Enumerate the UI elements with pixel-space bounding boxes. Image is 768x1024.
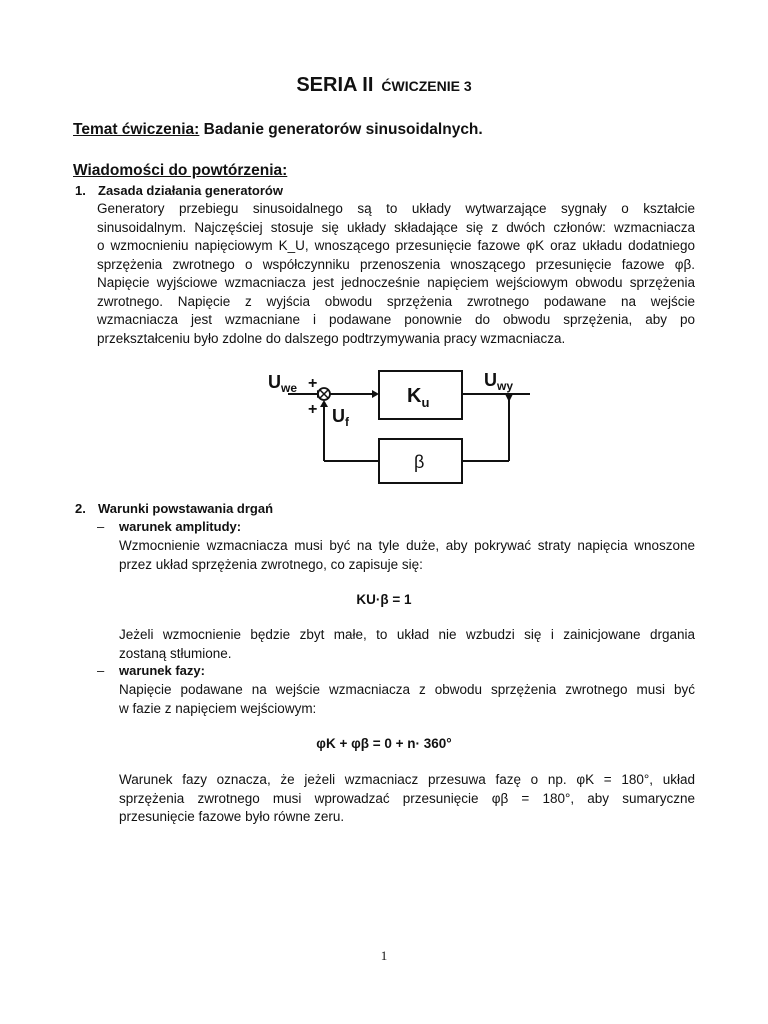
amp-input-arrow: [372, 390, 379, 398]
u-f-label: $U_f$: [332, 406, 349, 429]
body-line: Napięcie podawane na wejście wzmacniacza z obwodu sprzężenia zwrotnego musi być: [119, 682, 695, 697]
section-1-title: Zasada działania generatorów: [98, 183, 283, 198]
u-out-label: $U_{wy}$: [484, 370, 514, 393]
body-line: zwrotnego. Napięcie z wyjścia obwodu sprzężenia zwrotnego podawane na wejście: [97, 293, 695, 309]
body-line: Generatory przebiegu sinusoidalnego są to układy wytwarzające sygnały o kształcie: [97, 201, 695, 216]
body-line: Napięcie wyjściowe wzmacniacza jest jednocześnie napięciem wejściowym obwodu sprzężenia: [97, 275, 695, 290]
review-heading: Wiadomości do powtórzenia:: [73, 162, 288, 179]
body-line: Warunek fazy oznacza, że jeżeli wzmacniacz przesuwa fazę o np. φK = 180°, układ: [119, 772, 695, 787]
section-1-body: [97, 200, 695, 348]
body-line: zostaną stłumione.: [119, 645, 232, 661]
amplifier-label: $K_u$: [407, 385, 430, 410]
section-1-heading: [75, 183, 283, 198]
section-2-title: Warunki powstawania drgań: [98, 501, 274, 516]
phase-body: [119, 681, 695, 718]
body-line: Jeżeli wzmocnienie będzie zbyt małe, to układ nie wzbudzi się i zainicjowane drgania: [119, 627, 695, 642]
amplitude-condition-heading: [97, 519, 241, 534]
phase-formula: φK + φβ = 0 + n· 360°: [316, 736, 452, 751]
phase-condition-title: warunek fazy:: [119, 663, 205, 678]
takeoff-arrow: [505, 394, 513, 402]
phase-after-body: [119, 771, 695, 827]
feedback-arrow: [320, 400, 328, 407]
amplitude-after-body: [119, 626, 695, 663]
body-line: przez układ sprzężenia zwrotnego, co zapisuje się:: [119, 556, 423, 572]
body-line: w fazie z napięciem wejściowym:: [119, 700, 317, 716]
topic-label: Temat ćwiczenia:: [73, 121, 200, 138]
topic-text: Badanie generatorów sinusoidalnych.: [199, 121, 483, 138]
body-line: przesunięcie fazowe było równe zeru.: [119, 809, 345, 824]
body-line: wzmacniacza jest wzmacniane i podawane ponownie do obwodu sprzężenia, aby po: [97, 312, 695, 327]
page-title: [0, 74, 768, 97]
body-line: Wzmocnienie wzmacniacza musi być na tyle duże, aby pokrywać straty napięcia wnoszone: [119, 538, 695, 553]
body-line: sinusoidalnym. Najczęściej stosuje się układy składające się z dwóch członów: wzmacniacza: [97, 219, 695, 235]
u-in-label: $U_{we}$: [268, 372, 298, 395]
feedback-block-diagram: [262, 362, 540, 502]
topic-line: [73, 121, 483, 139]
section-2-number: 2.: [75, 501, 86, 516]
amplitude-body: [119, 537, 695, 574]
feedback-label: β: [414, 452, 425, 472]
exercise-title: ĆWICZENIE 3: [381, 78, 472, 94]
section-2-heading: [75, 501, 273, 516]
body-line: o wzmocnieniu napięciowym K_U, wnoszącego przesunięcie fazowe φK oraz układu dodatniego: [97, 238, 695, 253]
page-number: 1: [380, 948, 388, 963]
series-title: SERIA II: [296, 74, 374, 96]
body-line: przekształceniu było zdolne do dalszego podtrzymywania pracy wzmacniacza.: [97, 330, 566, 346]
plus-left-sign: +: [308, 401, 318, 418]
phase-condition-heading: [97, 663, 205, 678]
body-line: sprzężenia zwrotnego o współczynniku przenoszenia wnoszącego przesunięcie fazowe φβ.: [97, 256, 695, 272]
section-1-number: 1.: [75, 183, 86, 198]
amplitude-condition-title: warunek amplitudy:: [119, 519, 242, 534]
body-line: sprzężenia zwrotnego musi wprowadzać przesunięcie φβ = 180°, aby sumaryczne: [119, 790, 695, 806]
bullet-dash: –: [97, 663, 105, 678]
plus-top-sign: +: [308, 375, 318, 392]
amplitude-formula: KU·β = 1: [356, 592, 412, 607]
bullet-dash: –: [97, 519, 105, 534]
